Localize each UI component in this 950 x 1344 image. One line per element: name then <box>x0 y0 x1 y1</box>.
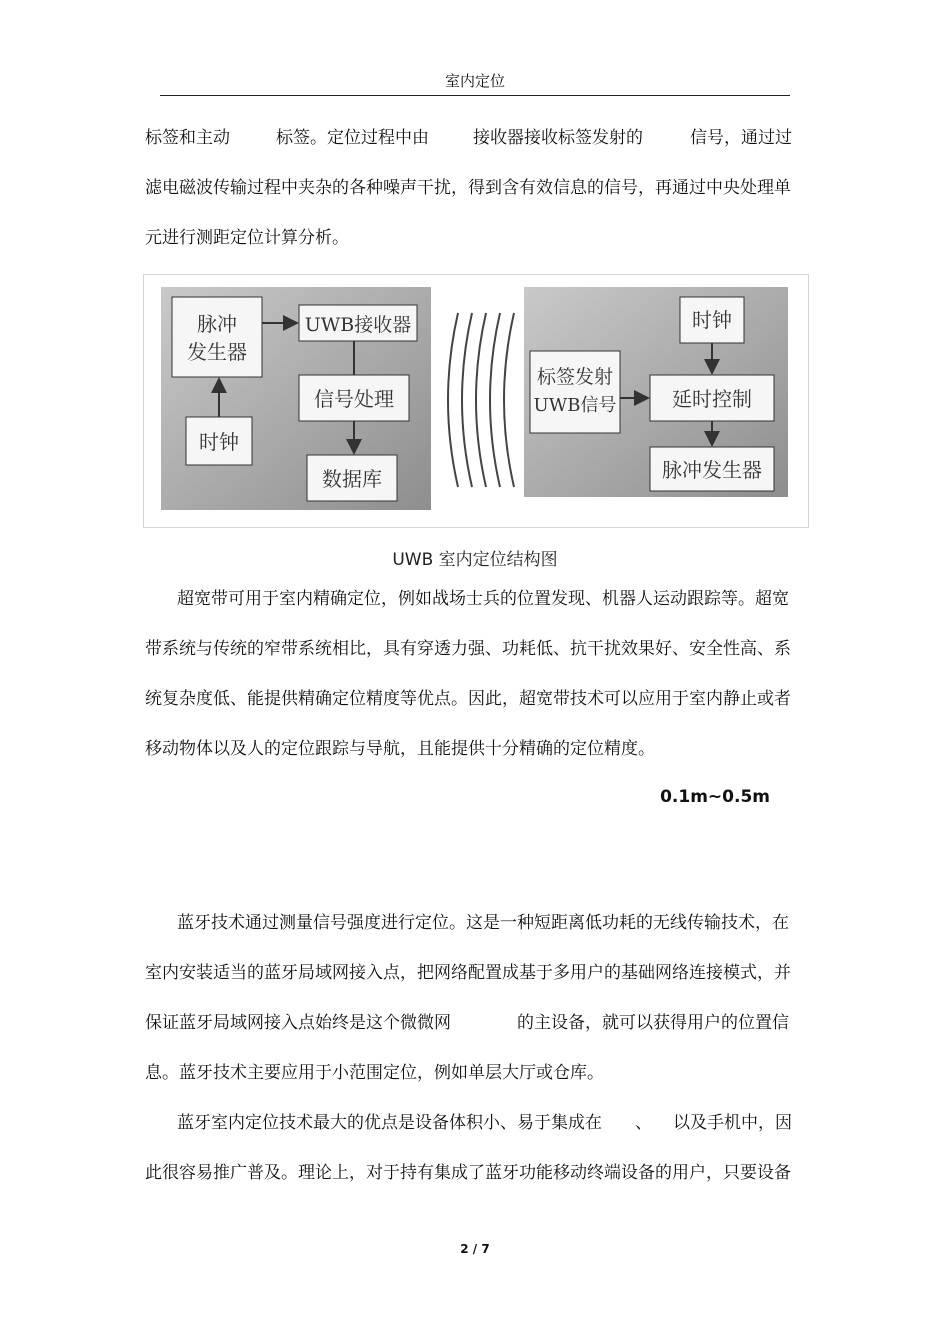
text-segment: 信号，通过过 <box>690 128 792 148</box>
text-segment: 标签和主动 <box>145 128 230 148</box>
radio-wave <box>504 313 514 487</box>
radio-wave <box>490 313 500 487</box>
paragraph-line: 室内安装适当的蓝牙局域网接入点，把网络配置成基于多用户的基础网络连接模式，并 <box>145 963 791 983</box>
paragraph-line: 蓝牙技术通过测量信号强度进行定位。这是一种短距离低功耗的无线传输技术，在 <box>177 913 789 933</box>
paragraph-line: 统复杂度低、能提供精确定位精度等优点。因此，超宽带技术可以应用于室内静止或者 <box>145 689 791 709</box>
paragraph-line: 此很容易推广普及。理论上，对于持有集成了蓝牙功能移动终端设备的用户，只要设备 <box>145 1163 791 1183</box>
page-header: 室内定位 <box>444 72 505 90</box>
radio-wave <box>448 313 458 487</box>
pulse-generator-box <box>172 297 262 377</box>
uwb-structure-figure <box>143 274 809 528</box>
radio-wave <box>462 313 472 487</box>
clock-label: 时钟 <box>199 430 239 454</box>
paragraph-line: 息。蓝牙技术主要应用于小范围定位，例如单层大厅或仓库。 <box>145 1063 604 1083</box>
database-label: 数据库 <box>322 467 382 491</box>
signal-processing-label: 信号处理 <box>314 387 394 411</box>
header-divider <box>160 95 790 96</box>
text-segment: 接收器接收标签发射的 <box>473 128 643 148</box>
tag-transmit-label: UWB信号 <box>533 395 617 416</box>
page-number: 2 / 7 <box>460 1242 490 1256</box>
text-segment: 保证蓝牙局域网接入点始终是这个微微网 <box>145 1013 451 1033</box>
tag-transmit-label: 标签发射 <box>536 366 614 388</box>
clock-label: 时钟 <box>692 308 732 332</box>
paragraph-line: 元进行测距定位计算分析。 <box>145 228 349 248</box>
paragraph-line: 移动物体以及人的定位跟踪与导航，且能提供十分精确的定位精度。 <box>145 739 655 759</box>
delay-control-label: 延时控制 <box>672 387 752 411</box>
uwb-structure-diagram <box>144 275 808 527</box>
pulse-generator-label: 发生器 <box>187 340 247 364</box>
text-segment: 、 <box>635 1113 652 1133</box>
accuracy-value: 0.1m~0.5m <box>660 787 770 807</box>
text-segment: 蓝牙室内定位技术最大的优点是设备体积小、易于集成在 <box>177 1113 602 1133</box>
paragraph-line: 带系统与传统的窄带系统相比，具有穿透力强、功耗低、抗干扰效果好、安全性高、系 <box>145 639 791 659</box>
paragraph-line: 超宽带可用于室内精确定位，例如战场士兵的位置发现、机器人运动跟踪等。超宽 <box>177 589 789 609</box>
paragraph-line: 滤电磁波传输过程中夹杂的各种噪声干扰，得到含有效信息的信号，再通过中央处理单 <box>145 178 791 198</box>
text-segment: 标签。定位过程中由 <box>276 128 429 148</box>
pulse-generator-label: 脉冲 <box>197 312 237 336</box>
tag-transmit-box <box>530 351 620 433</box>
uwb-receiver-label: UWB接收器 <box>304 314 412 336</box>
pulse-generator-label: 脉冲发生器 <box>662 458 762 482</box>
figure-caption: UWB 室内定位结构图 <box>392 550 558 570</box>
radio-wave <box>476 313 486 487</box>
text-segment: 的主设备，就可以获得用户的位置信 <box>517 1013 789 1033</box>
text-segment: 以及手机中，因 <box>673 1113 792 1133</box>
